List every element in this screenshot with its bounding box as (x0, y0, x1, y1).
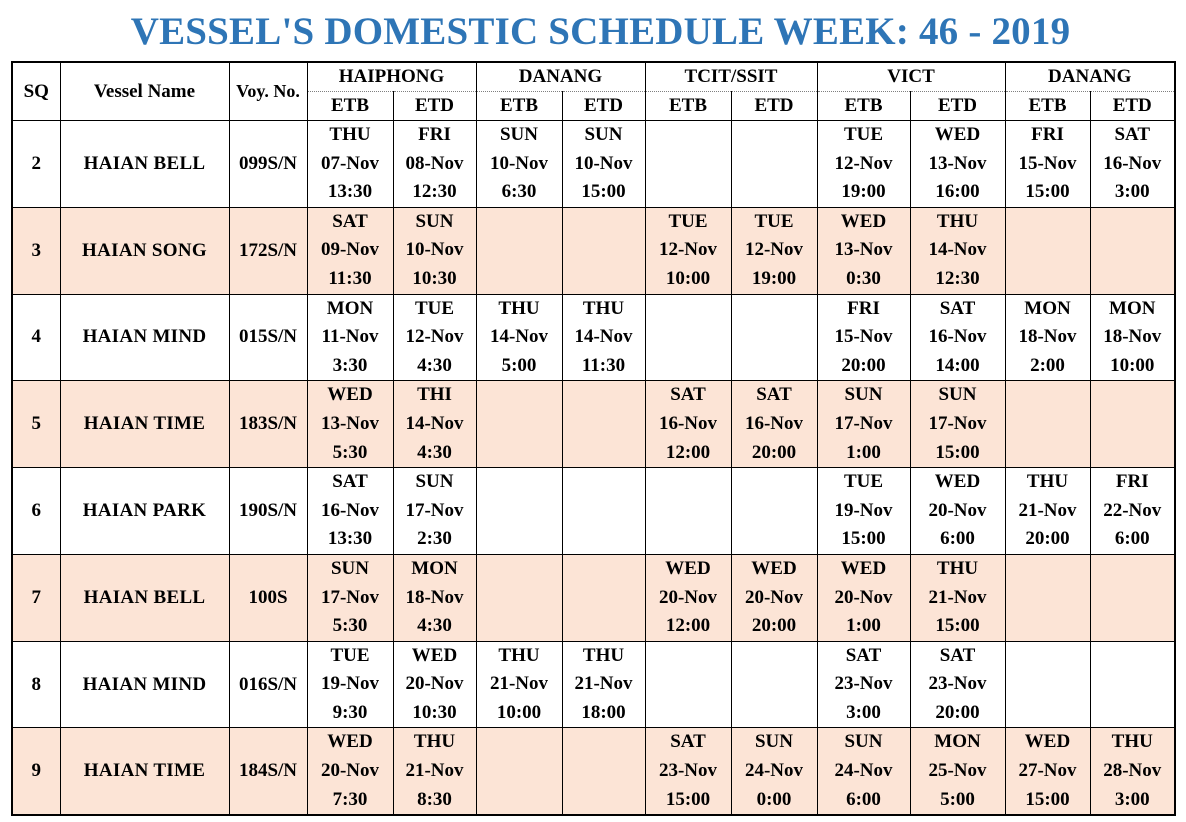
cell-date: 23-Nov (658, 760, 718, 782)
cell-time: 5:30 (332, 441, 368, 463)
cell-date: 19-Nov (320, 673, 380, 695)
cell-date: 24-Nov (744, 760, 804, 782)
cell-day: WED (840, 210, 887, 232)
cell-time: 20:00 (935, 701, 980, 723)
cell-date: 10-Nov (489, 152, 549, 174)
schedule-cell (817, 294, 910, 381)
cell-time: 15:00 (665, 788, 711, 810)
header-etd: ETD (1090, 92, 1175, 121)
row-sq: 4 (12, 294, 60, 381)
cell-time: 15:00 (935, 441, 980, 463)
schedule-cell (393, 468, 476, 555)
schedule-cell (731, 381, 817, 468)
cell-time: 6:30 (501, 181, 537, 203)
cell-date: 20-Nov (320, 760, 380, 782)
cell-time: 9:30 (332, 701, 368, 723)
cell-time: 6:00 (940, 528, 975, 550)
cell-date: 21-Nov (1018, 499, 1077, 521)
schedule-cell (562, 468, 645, 555)
cell-day: SAT (670, 384, 706, 406)
cell-day: THU (498, 644, 540, 666)
cell-date: 13-Nov (928, 152, 987, 174)
schedule-cell (393, 207, 476, 294)
schedule-cell (731, 468, 817, 555)
voyage-number: 100S (229, 554, 307, 641)
cell-date: 16-Nov (928, 326, 987, 348)
header-port-danang-2: DANANG (1005, 62, 1175, 92)
table-row (12, 728, 1175, 815)
cell-time: 15:00 (1025, 181, 1070, 203)
schedule-cell (476, 641, 562, 728)
cell-time: 13:30 (327, 528, 373, 550)
cell-day: THU (329, 124, 371, 145)
cell-day: THU (1026, 471, 1069, 493)
voyage-number: 015S/N (229, 294, 307, 381)
schedule-cell (910, 294, 1005, 381)
schedule-cell (562, 121, 645, 208)
cell-day: WED (665, 557, 711, 579)
table-row (12, 121, 1175, 208)
vessel-name: HAIAN MIND (60, 641, 229, 728)
cell-time: 10:00 (1110, 354, 1155, 376)
schedule-cell (645, 294, 731, 381)
vessel-name: HAIAN SONG (60, 207, 229, 294)
cell-time: 3:00 (1114, 788, 1150, 810)
cell-date: 16-Nov (744, 412, 804, 434)
cell-day: TUE (330, 644, 370, 666)
vessel-name: HAIAN MIND (60, 294, 229, 381)
header-etb: ETB (645, 92, 731, 121)
cell-time: 3:00 (1114, 181, 1150, 203)
cell-day: WED (327, 384, 373, 406)
schedule-cell (562, 381, 645, 468)
header-etd: ETD (910, 92, 1005, 121)
schedule-cell (817, 207, 910, 294)
cell-day: THU (936, 557, 979, 579)
header-port-tcit-ssit: TCIT/SSIT (645, 62, 817, 92)
cell-date: 16-Nov (1103, 152, 1162, 174)
cell-time: 3:00 (846, 701, 881, 723)
cell-date: 14-Nov (405, 412, 464, 434)
cell-date: 23-Nov (928, 673, 987, 695)
cell-time: 10:30 (412, 701, 457, 723)
schedule-cell (817, 641, 910, 728)
cell-date: 17-Nov (320, 586, 380, 608)
cell-date: 12-Nov (834, 152, 893, 174)
cell-time: 1:00 (846, 615, 881, 637)
cell-date: 18-Nov (1103, 326, 1162, 348)
row-sq: 8 (12, 641, 60, 728)
schedule-cell (1005, 468, 1090, 555)
schedule-cell (1090, 554, 1175, 641)
cell-time: 4:30 (417, 441, 452, 463)
voyage-number: 190S/N (229, 468, 307, 555)
table-row (12, 381, 1175, 468)
schedule-cell (1090, 207, 1175, 294)
cell-day: SUN (415, 471, 454, 493)
cell-time: 2:30 (417, 528, 452, 550)
cell-day: FRI (1115, 471, 1149, 493)
cell-time: 20:00 (751, 441, 797, 463)
header-etd: ETD (393, 92, 476, 121)
cell-day: MON (1024, 297, 1071, 319)
cell-time: 11:30 (581, 354, 626, 376)
cell-day: MON (411, 557, 458, 579)
cell-day: SAT (939, 297, 976, 319)
schedule-cell (645, 641, 731, 728)
schedule-cell (562, 294, 645, 381)
cell-date: 18-Nov (405, 586, 464, 608)
cell-day: FRI (418, 124, 451, 145)
cell-date: 25-Nov (928, 760, 987, 782)
schedule-cell (817, 381, 910, 468)
cell-date: 20-Nov (928, 499, 987, 521)
cell-day: TUE (414, 297, 455, 319)
cell-time: 5:00 (501, 354, 537, 376)
voyage-number: 016S/N (229, 641, 307, 728)
cell-time: 20:00 (751, 615, 797, 637)
cell-date: 14-Nov (489, 326, 549, 348)
cell-date: 19-Nov (834, 499, 893, 521)
cell-day: THI (417, 384, 452, 406)
cell-time: 20:00 (841, 354, 886, 376)
cell-time: 8:30 (417, 788, 452, 810)
cell-time: 10:00 (665, 267, 711, 289)
schedule-cell (393, 381, 476, 468)
schedule-cell (645, 468, 731, 555)
cell-time: 15:00 (935, 615, 980, 637)
schedule-cell (307, 381, 393, 468)
cell-day: TUE (843, 124, 884, 145)
cell-day: SUN (415, 210, 454, 232)
table-row (12, 468, 1175, 555)
cell-day: TUE (754, 210, 794, 232)
cell-time: 3:30 (332, 354, 368, 376)
schedule-cell (1005, 121, 1090, 208)
cell-time: 15:00 (841, 528, 886, 550)
schedule-cell (562, 207, 645, 294)
cell-day: SUN (330, 557, 369, 579)
header-etb: ETB (817, 92, 910, 121)
cell-date: 11-Nov (321, 326, 379, 348)
cell-time: 4:30 (417, 354, 452, 376)
schedule-cell (307, 468, 393, 555)
cell-day: SAT (670, 731, 706, 753)
schedule-cell (910, 641, 1005, 728)
voyage-number: 183S/N (229, 381, 307, 468)
cell-day: WED (1024, 731, 1071, 753)
cell-time: 6:00 (1114, 528, 1150, 550)
header-etb: ETB (1005, 92, 1090, 121)
cell-day: SUN (499, 124, 538, 145)
cell-date: 28-Nov (1103, 760, 1162, 782)
row-sq: 2 (12, 121, 60, 208)
cell-time: 11:30 (328, 267, 372, 289)
cell-date: 17-Nov (928, 412, 987, 434)
cell-date: 21-Nov (489, 673, 549, 695)
schedule-cell (562, 728, 645, 815)
schedule-cell (731, 207, 817, 294)
schedule-body (12, 121, 1175, 816)
cell-date: 16-Nov (320, 499, 380, 521)
cell-day: THU (498, 297, 540, 319)
cell-day: WED (840, 557, 887, 579)
cell-date: 15-Nov (1018, 152, 1077, 174)
cell-day: SAT (939, 644, 976, 666)
cell-time: 20:00 (1025, 528, 1070, 550)
cell-date: 20-Nov (405, 673, 464, 695)
schedule-cell (1005, 728, 1090, 815)
header-etd: ETD (731, 92, 817, 121)
schedule-cell (393, 121, 476, 208)
cell-day: THU (936, 210, 979, 232)
cell-time: 14:00 (935, 354, 980, 376)
schedule-cell (910, 554, 1005, 641)
cell-date: 20-Nov (834, 586, 893, 608)
cell-day: FRI (1031, 124, 1064, 145)
cell-time: 19:00 (751, 267, 797, 289)
cell-date: 17-Nov (834, 412, 893, 434)
schedule-cell (910, 381, 1005, 468)
schedule-table (11, 61, 1176, 816)
cell-day: SAT (332, 471, 368, 493)
cell-time: 0:00 (756, 788, 792, 810)
cell-date: 09-Nov (320, 239, 380, 261)
schedule-cell (393, 728, 476, 815)
cell-date: 21-Nov (928, 586, 987, 608)
header-etb: ETB (476, 92, 562, 121)
vessel-name: HAIAN BELL (60, 554, 229, 641)
cell-time: 5:30 (332, 615, 368, 637)
schedule-cell (307, 294, 393, 381)
table-row (12, 641, 1175, 728)
schedule-cell (817, 554, 910, 641)
cell-date: 27-Nov (1018, 760, 1077, 782)
cell-time: 1:00 (846, 441, 881, 463)
cell-day: SAT (756, 384, 792, 406)
cell-time: 15:00 (581, 181, 626, 203)
cell-date: 12-Nov (658, 239, 718, 261)
schedule-cell (307, 554, 393, 641)
voyage-number: 099S/N (229, 121, 307, 208)
cell-time: 12:30 (935, 267, 980, 289)
schedule-cell (731, 121, 817, 208)
schedule-cell (731, 728, 817, 815)
row-sq: 3 (12, 207, 60, 294)
cell-day: SUN (938, 384, 977, 406)
schedule-cell (1090, 294, 1175, 381)
schedule-cell (645, 554, 731, 641)
cell-date: 22-Nov (1103, 499, 1162, 521)
vessel-name: HAIAN BELL (60, 121, 229, 208)
schedule-cell (476, 728, 562, 815)
schedule-cell (910, 207, 1005, 294)
schedule-cell (1005, 207, 1090, 294)
schedule-cell (1005, 381, 1090, 468)
cell-time: 2:00 (1030, 354, 1065, 376)
cell-date: 12-Nov (405, 326, 464, 348)
schedule-cell (476, 294, 562, 381)
cell-day: SUN (754, 731, 793, 753)
schedule-cell (1005, 554, 1090, 641)
schedule-cell (476, 207, 562, 294)
table-row (12, 294, 1175, 381)
schedule-cell (1090, 121, 1175, 208)
cell-day: THU (582, 297, 625, 319)
cell-date: 18-Nov (1018, 326, 1077, 348)
cell-day: SAT (845, 644, 882, 666)
cell-time: 15:00 (1025, 788, 1070, 810)
cell-time: 7:30 (332, 788, 368, 810)
cell-time: 0:30 (846, 267, 881, 289)
cell-date: 20-Nov (658, 586, 718, 608)
voyage-number: 172S/N (229, 207, 307, 294)
header-port-danang: DANANG (476, 62, 645, 92)
cell-day: SUN (844, 384, 883, 406)
schedule-cell (645, 381, 731, 468)
cell-time: 6:00 (846, 788, 881, 810)
page-title: VESSEL'S DOMESTIC SCHEDULE WEEK: 46 - 2019 (130, 10, 1071, 53)
schedule-cell (817, 728, 910, 815)
cell-day: TUE (843, 471, 884, 493)
schedule-cell (910, 121, 1005, 208)
schedule-cell (476, 468, 562, 555)
cell-time: 10:30 (412, 267, 457, 289)
schedule-cell (476, 381, 562, 468)
header-etb: ETB (307, 92, 393, 121)
cell-day: FRI (847, 297, 880, 319)
cell-date: 10-Nov (574, 152, 633, 174)
schedule-cell (731, 554, 817, 641)
schedule-cell (307, 641, 393, 728)
cell-time: 12:00 (665, 441, 711, 463)
row-sq: 5 (12, 381, 60, 468)
schedule-cell (1005, 294, 1090, 381)
cell-date: 21-Nov (574, 673, 633, 695)
cell-time: 13:30 (327, 181, 373, 203)
cell-date: 13-Nov (320, 412, 380, 434)
cell-time: 12:00 (665, 615, 711, 637)
cell-time: 16:00 (935, 181, 980, 203)
cell-date: 21-Nov (405, 760, 464, 782)
cell-date: 17-Nov (405, 499, 464, 521)
cell-date: 14-Nov (928, 239, 987, 261)
cell-date: 12-Nov (744, 239, 804, 261)
cell-day: SAT (332, 210, 368, 232)
vessel-name: HAIAN PARK (60, 468, 229, 555)
cell-date: 08-Nov (405, 152, 464, 174)
cell-time: 18:00 (581, 701, 626, 723)
cell-day: THU (582, 644, 625, 666)
schedule-cell (731, 294, 817, 381)
cell-time: 5:00 (940, 788, 975, 810)
cell-day: SUN (844, 731, 883, 753)
voyage-number: 184S/N (229, 728, 307, 815)
schedule-cell (562, 641, 645, 728)
schedule-cell (731, 641, 817, 728)
cell-date: 14-Nov (574, 326, 633, 348)
header-vessel-name: Vessel Name (60, 62, 229, 121)
cell-time: 12:30 (412, 181, 457, 203)
schedule-cell (307, 207, 393, 294)
schedule-cell (1090, 381, 1175, 468)
schedule-cell (910, 728, 1005, 815)
cell-day: WED (751, 557, 797, 579)
table-row (12, 207, 1175, 294)
cell-day: MON (1109, 297, 1156, 319)
cell-day: THU (413, 731, 456, 753)
cell-day: WED (934, 124, 981, 145)
cell-day: WED (327, 731, 373, 753)
schedule-cell (393, 294, 476, 381)
cell-day: WED (411, 644, 458, 666)
header-port-haiphong: HAIPHONG (307, 62, 476, 92)
cell-time: 10:00 (496, 701, 542, 723)
cell-date: 07-Nov (320, 152, 380, 174)
schedule-cell (393, 641, 476, 728)
cell-day: SUN (584, 124, 623, 145)
header-etd: ETD (562, 92, 645, 121)
schedule-cell (476, 554, 562, 641)
schedule-cell (645, 728, 731, 815)
cell-date: 23-Nov (834, 673, 893, 695)
header-sq: SQ (12, 62, 60, 121)
schedule-cell (645, 207, 731, 294)
schedule-cell (1090, 728, 1175, 815)
schedule-cell (307, 728, 393, 815)
schedule-cell (1005, 641, 1090, 728)
cell-day: SAT (1114, 124, 1151, 145)
schedule-cell (562, 554, 645, 641)
cell-date: 10-Nov (405, 239, 464, 261)
cell-time: 19:00 (841, 181, 886, 203)
vessel-name: HAIAN TIME (60, 381, 229, 468)
schedule-cell (393, 554, 476, 641)
schedule-cell (910, 468, 1005, 555)
row-sq: 6 (12, 468, 60, 555)
vessel-name: HAIAN TIME (60, 728, 229, 815)
cell-date: 24-Nov (834, 760, 893, 782)
table-row (12, 554, 1175, 641)
cell-date: 15-Nov (834, 326, 893, 348)
cell-time: 4:30 (417, 615, 452, 637)
row-sq: 9 (12, 728, 60, 815)
header-port-vict: VICT (817, 62, 1005, 92)
schedule-cell (817, 121, 910, 208)
row-sq: 7 (12, 554, 60, 641)
cell-day: TUE (668, 210, 708, 232)
schedule-cell (1090, 641, 1175, 728)
cell-day: MON (934, 731, 981, 753)
cell-date: 13-Nov (834, 239, 893, 261)
cell-day: MON (326, 297, 374, 319)
schedule-cell (307, 121, 393, 208)
header-voy-no: Voy. No. (229, 62, 307, 121)
schedule-cell (476, 121, 562, 208)
schedule-cell (817, 468, 910, 555)
schedule-cell (1090, 468, 1175, 555)
cell-day: WED (934, 471, 981, 493)
cell-date: 16-Nov (658, 412, 718, 434)
schedule-cell (645, 121, 731, 208)
cell-date: 20-Nov (744, 586, 804, 608)
cell-day: THU (1111, 731, 1153, 753)
